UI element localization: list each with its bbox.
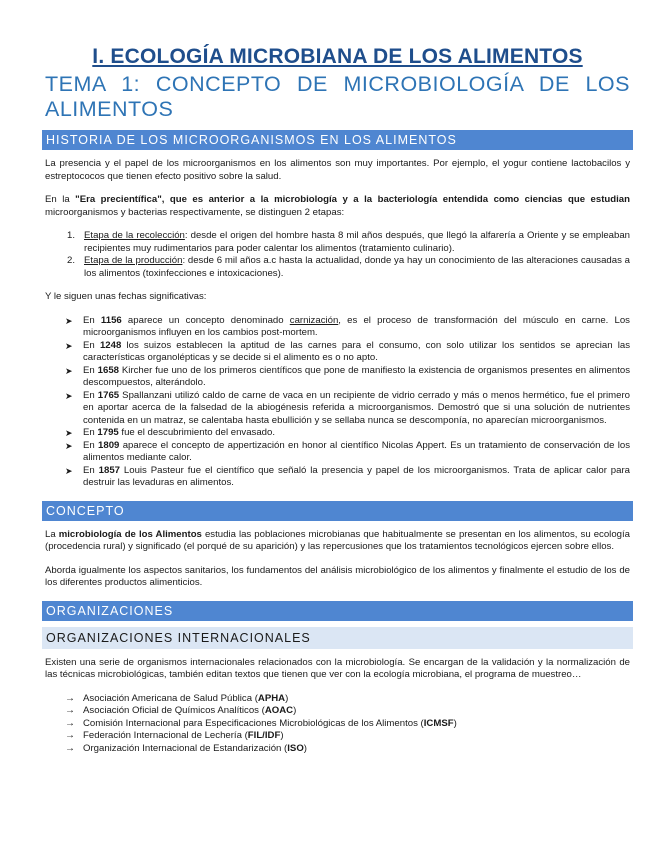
main-title: I. ECOLOGÍA MICROBIANA DE LOS ALIMENTOS bbox=[92, 45, 583, 68]
bullet-arrow-icon: ➤ bbox=[65, 340, 73, 351]
right-arrow-icon: → bbox=[65, 730, 75, 741]
section-heading-historia: HISTORIA DE LOS MICROORGANISMOS EN LOS ALIMENTOS bbox=[42, 130, 633, 150]
bullet-arrow-icon: ➤ bbox=[65, 365, 73, 376]
list-item: ➤ En 1857 Louis Pasteur fue el científico que señaló la presencia y papel de los microorganismos. Trata de aplicar calor para destruir las levaduras en alimentos. bbox=[65, 464, 630, 488]
subsection-heading-internacionales: ORGANIZACIONES INTERNACIONALES bbox=[42, 627, 633, 649]
list-item: ➤ En 1658 Kircher fue uno de los primeros científicos que pone de manifiesto la existencia de organismos presentes en alimentos descompuestos, alterándolo. bbox=[65, 364, 630, 388]
fechas-list bbox=[45, 315, 630, 490]
organizaciones-list bbox=[45, 693, 630, 756]
document-page bbox=[45, 45, 630, 755]
tema-title: TEMA 1: CONCEPTO DE MICROBIOLOGÍA DE LOS ALIMENTOS bbox=[45, 72, 630, 121]
concepto-paragraph-1: La microbiología de los Alimentos estudia las poblaciones microbianas que habitualmente se presentan en los alimentos, su ecología (procedencia rural) y significado (el porqué de su aparición) y las repercusiones que los tratamientos tecnológicos ejercen sobre ellos. bbox=[45, 528, 630, 552]
etapas-list bbox=[45, 230, 630, 280]
era-paragraph: En la "Era precientífica", que es anterior a la microbiología y a la bacteriología entendida como ciencias que estudian microorganismos y bacterias respectivamente, se distinguen 2 etapas: bbox=[45, 194, 630, 218]
right-arrow-icon: → bbox=[65, 717, 75, 729]
right-arrow-icon: → bbox=[65, 742, 75, 754]
bullet-arrow-icon: ➤ bbox=[65, 390, 73, 401]
list-item: ➤ En 1156 aparece un concepto denominado carnización, es el proceso de transformación del músculo en carne. Los microorganismos influyen en los cambios post-mortem. bbox=[65, 314, 630, 338]
era-bold-text: "Era precientífica", que es anterior a la microbiología y a la bacteriología entendida como ciencias que estudian bbox=[75, 194, 630, 205]
list-item: 2. Etapa de la producción: desde 6 mil años a.c hasta la actualidad, donde ya hay un conocimiento de las alteraciones causadas a los alimentos (toxinfecciones e intoxicaciones). bbox=[67, 255, 630, 279]
list-item: ➤ En 1248 los suizos establecen la aptitud de las carnes para el consumo, con solo utilizar los sentidos se aprecian las características organolépticas y se decide si el alimento es o no apto. bbox=[65, 339, 630, 363]
list-item: → Comisión Internacional para Especificaciones Microbiológicas de los Alimentos (ICMSF) bbox=[65, 717, 457, 729]
historia-intro: La presencia y el papel de los microorganismos en los alimentos son muy importantes. Por ejemplo, el yogur contiene lactobacilos y estreptococos que tienen efecto positivo sobre la salud. bbox=[45, 158, 630, 182]
bullet-arrow-icon: ➤ bbox=[65, 428, 73, 438]
list-item: ➤ En 1765 Spallanzani utilizó caldo de carne de vaca en un recipiente de vidrio cerrado y más o menos hermético, fue el primero en aportar acerca de la falsedad de la abiogénesis referida a microorganismos. Demostró que si una solución de nutrientes contenida en un matraz, se calentaba hasta ebullición y se sellaba nunca se descomponía, no aparecían microorganismos. bbox=[65, 389, 630, 426]
etapa-label: Etapa de la producción bbox=[84, 255, 183, 266]
fechas-intro: Y le siguen unas fechas significativas: bbox=[45, 291, 207, 302]
list-item: → Organización Internacional de Estandarización (ISO) bbox=[65, 742, 307, 754]
list-item: → Federación Internacional de Lechería (FIL/IDF) bbox=[65, 730, 284, 741]
bullet-arrow-icon: ➤ bbox=[65, 315, 73, 326]
bullet-arrow-icon: ➤ bbox=[65, 440, 73, 451]
list-item: ➤ En 1795 fue el descubrimiento del envasado. bbox=[65, 427, 276, 438]
right-arrow-icon: → bbox=[65, 705, 75, 716]
organizaciones-intro: Existen una serie de organismos internacionales relacionados con la microbiología. Se encargan de la validación y la normalización de las técnicas microbiológicas, también editan textos que tienen que ver con la ecología microbiana, el programa de muestreo… bbox=[45, 656, 630, 680]
list-item: → Asociación Oficial de Químicos Analíticos (AOAC) bbox=[65, 705, 297, 716]
list-item: ➤ En 1809 aparece el concepto de appertización en honor al científico Nicolas Appert. Es un tratamiento de conservación de los alimentos mediante calor. bbox=[65, 439, 630, 463]
list-item: → Asociación Americana de Salud Pública (APHA) bbox=[65, 692, 289, 704]
right-arrow-icon: → bbox=[65, 692, 75, 704]
bullet-arrow-icon: ➤ bbox=[65, 465, 73, 476]
concepto-paragraph-2: Aborda igualmente los aspectos sanitarios, los fundamentos del análisis microbiológico de los alimentos y finalmente el estudio de los de los diferentes productos alimenticios. bbox=[45, 564, 630, 588]
section-heading-organizaciones: ORGANIZACIONES bbox=[42, 601, 633, 621]
list-item: 1. Etapa de la recolección: desde el origen del hombre hasta 8 mil años después, que llegó la alfarería a Oriente y se empleaban recipientes muy rudimentarios para poder calentar los alimentos (tratamiento culinario). bbox=[67, 230, 631, 254]
section-heading-concepto: CONCEPTO bbox=[42, 501, 633, 521]
etapa-label: Etapa de la recolección bbox=[84, 230, 185, 241]
